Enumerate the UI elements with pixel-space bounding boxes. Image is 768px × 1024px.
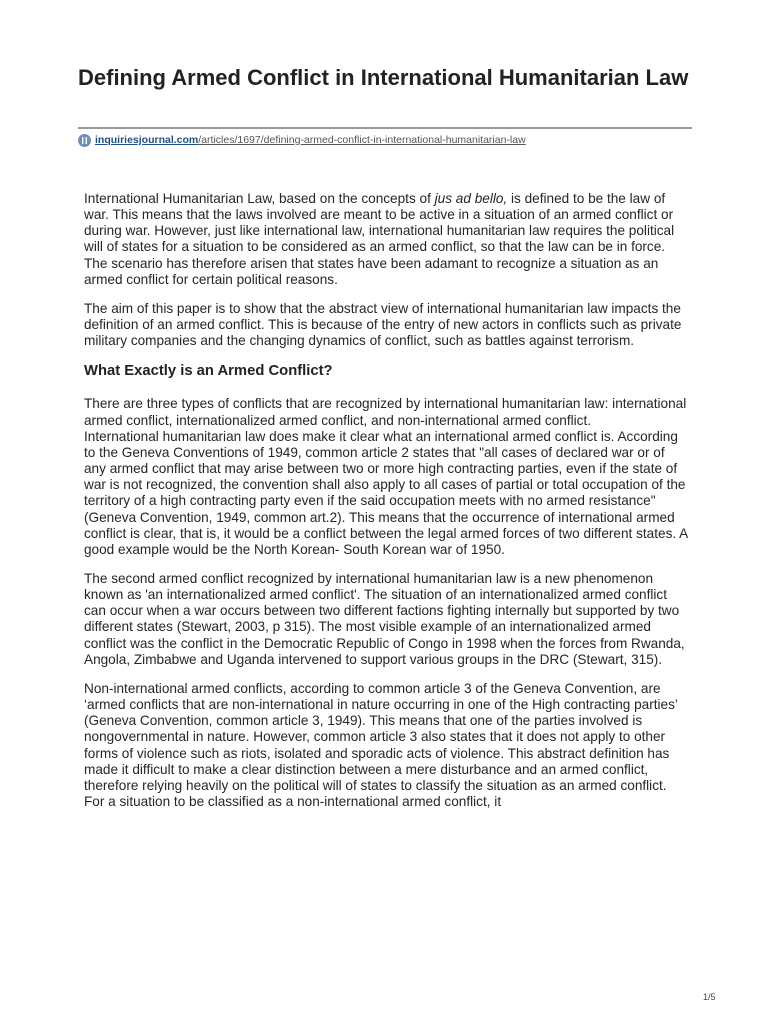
section-heading: What Exactly is an Armed Conflict? — [84, 363, 333, 380]
intro-text-end: is defined to be the law of war. This means that the laws involved are meant to be active in a situation of an armed conflict or during war. However, just like international law, international humanitarian law requires the political will of states for a situation to be considered as an armed conflict, so that the law can be in force. The scenario has therefore arisen that states have been adamant to recognize a situation as an armed conflict for certain political reasons. — [84, 191, 675, 287]
aim-paragraph: The aim of this paper is to show that the abstract view of international humanitarian law impacts the definition of an armed conflict. This is because of the entry of new actors in conflicts such as private military companies and the changing dynamics of conflict, such as battles against terrorism. — [84, 300, 682, 349]
intro-italic-term: jus ad bello, — [434, 191, 508, 206]
intro-paragraph — [84, 191, 688, 288]
conflict-types-paragraph: There are three types of conflicts that are recognized by international humanitarian law: international armed conflict, internationalized armed conflict, and non-international armed conflict. — [84, 396, 687, 428]
international-conflict-paragraph: International humanitarian law does make it clear what an international armed conflict is. According to the Geneva Conventions of 1949, common article 2 states that "all cases of declared war or of any armed conflict that may arise between two or more high contracting parties, even if the state of war is not recognized, the convention shall also apply to all cases of partial or total occupation of the territory of a high contracting party even if the said occupation meets with no armed resistance" (Geneva Convention, 1949, common art.2). This means that the occurrence of international armed conflict is clear, that is, it would be a conflict between the legal armed forces of two different states. A good example would be the North Korean- South Korean war of 1950. — [84, 428, 688, 557]
internationalized-conflict-paragraph: The second armed conflict recognized by international humanitarian law is a new phenomenon known as 'an internationalized armed conflict'. The situation of an internationalized armed conflict can occur when a war occurs between two different factions fighting internally but supported by two different states (Stewart, 2003, p 315). The most visible example of an internationalized armed conflict was the conflict in the Democratic Republic of Congo in 1998 when the forces from Rwanda, Angola, Zimbabwe and Uganda intervened to support various groups in the DRC (Stewart, 315). — [84, 570, 685, 667]
article-body — [84, 191, 688, 810]
intro-text-start: International Humanitarian Law, based on the concepts of — [84, 191, 435, 206]
source-link[interactable] — [78, 132, 526, 148]
non-international-conflict-paragraph: Non-international armed conflicts, according to common article 3 of the Geneva Convention, are ‘armed conflicts that are non-international in nature occurring in one of the High contracting parties’ (Geneva Convention, common article 3, 1949). This means that one of the parties involved is nongovernmental in nature. However, common article 3 also states that it does not apply to other forms of violence such as riots, isolated and sporadic acts of violence. This abstract definition has made it difficult to make a clear distinction between a mere disturbance and an armed conflict, therefore relying heavily on the political will of states to classify the situation as an armed conflict. For a situation to be classified as a non-international armed conflict, it — [84, 680, 678, 809]
title-divider — [78, 127, 692, 129]
page-title: Defining Armed Conflict in International Humanitarian Law — [78, 65, 689, 90]
source-domain[interactable]: inquiriesjournal.com — [95, 134, 199, 146]
site-favicon-icon — [78, 134, 91, 147]
source-path[interactable]: /articles/1697/defining-armed-conflict-in-international-humanitarian-law — [198, 134, 526, 146]
page-number: 1/5 — [703, 992, 716, 1002]
